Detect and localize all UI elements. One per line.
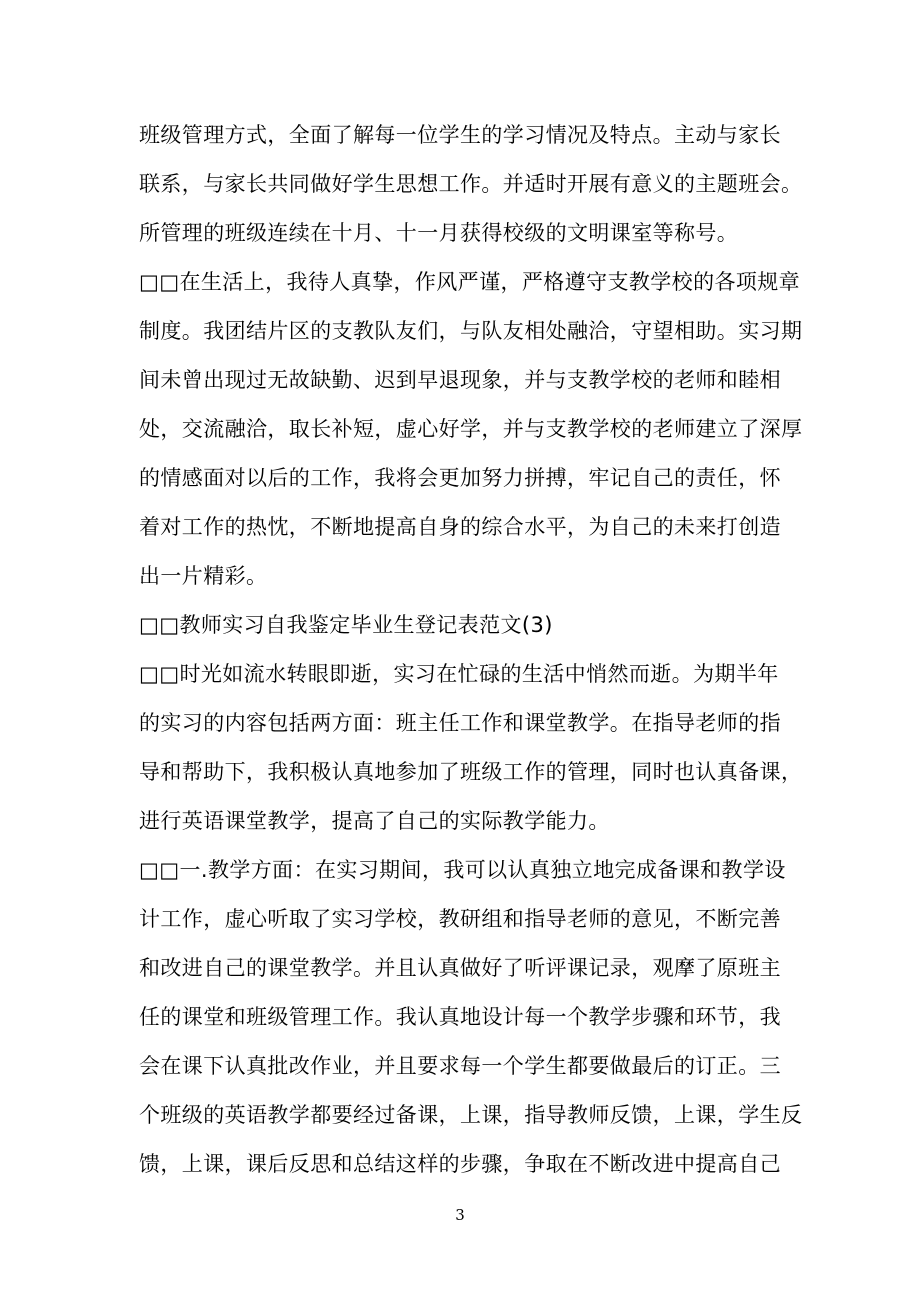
text-line: 制度。我团结片区的支教队友们，与队友相处融洽，守望相助。实习期 (139, 319, 803, 343)
text-line: 计工作，虚心听取了实习学校，教研组和指导老师的意见，不断完善 (139, 907, 781, 931)
text-line: 进行英语课堂教学，提高了自己的实际教学能力。 (139, 809, 610, 833)
text-line: 出一片精彩。 (139, 564, 268, 588)
text-line: 联系，与家长共同做好学生思想工作。并适时开展有意义的主题班会。 (139, 172, 803, 196)
text-line: 馈，上课，课后反思和总结这样的步骤，争取在不断改进中提高自己 (139, 1152, 781, 1176)
text-line: 导和帮助下，我积极认真地参加了班级工作的管理，同时也认真备课， (139, 760, 803, 784)
text-line: 处，交流融洽，取长补短，虚心好学，并与支教学校的老师建立了深厚 (139, 417, 803, 441)
text-line: 着对工作的热忱，不断地提高自身的综合水平，为自己的未来打创造 (139, 515, 781, 539)
text-line: 个班级的英语教学都要经过备课，上课，指导教师反馈，上课，学生反 (139, 1103, 803, 1127)
text-line: 间未曾出现过无故缺勤、迟到早退现象，并与支教学校的老师和睦相 (139, 368, 781, 392)
text-line: □□时光如流水转眼即逝，实习在忙碌的生活中悄然而逝。为期半年 (139, 662, 779, 686)
text-line: 的实习的内容包括两方面：班主任工作和课堂教学。在指导老师的指 (139, 711, 781, 735)
text-line: □□一.教学方面：在实习期间，我可以认真独立地完成备课和教学设 (139, 858, 786, 882)
text-line: 会在课下认真批改作业，并且要求每一个学生都要做最后的订正。三 (139, 1054, 781, 1078)
text-line: □□在生活上，我待人真挚，作风严谨，严格遵守支教学校的各项规章 (139, 270, 801, 294)
text-line: 任的课堂和班级管理工作。我认真地设计每一个教学步骤和环节，我 (139, 1005, 781, 1029)
text-line: 班级管理方式，全面了解每一位学生的学习情况及特点。主动与家长 (139, 123, 781, 147)
text-line: 所管理的班级连续在十月、十一月获得校级的文明课室等称号。 (139, 221, 739, 245)
page-number: 3 (455, 1206, 465, 1224)
section-heading: □□教师实习自我鉴定毕业生登记表范文(3) (139, 613, 553, 637)
text-line: 和改进自己的课堂教学。并且认真做好了听评课记录，观摩了原班主 (139, 956, 781, 980)
text-line: 的情感面对以后的工作，我将会更加努力拼搏，牢记自己的责任，怀 (139, 466, 781, 490)
